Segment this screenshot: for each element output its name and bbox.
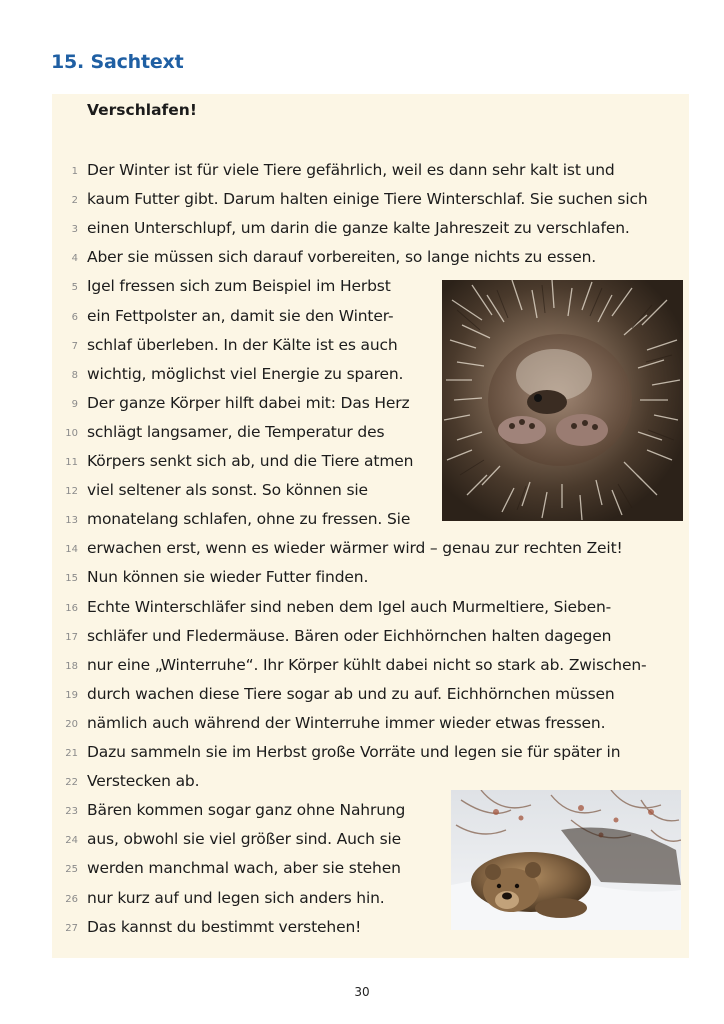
text-line: schlaf überleben. In der Kälte ist es auch xyxy=(87,335,398,354)
line-number: 17 xyxy=(65,631,78,643)
line-number: 12 xyxy=(65,486,78,498)
text-line: Verstecken ab. xyxy=(87,772,200,791)
text-line: monatelang schlafen, ohne zu fressen. Sie xyxy=(87,510,411,529)
text-line: Dazu sammeln sie im Herbst große Vorräte und legen sie für später in xyxy=(87,743,621,761)
line-number: 25 xyxy=(65,864,78,876)
text-line: schlägt langsamer, die Temperatur des xyxy=(87,422,385,441)
text-line: wichtig, möglichst viel Energie zu sparen. xyxy=(87,364,404,383)
line-number: 1 xyxy=(71,166,78,177)
text-title: Verschlafen! xyxy=(87,101,197,119)
text-line: aus, obwohl sie viel größer sind. Auch sie xyxy=(87,830,402,849)
text-line: Der ganze Körper hilft dabei mit: Das Herz xyxy=(87,393,410,412)
line-number: 11 xyxy=(65,457,78,468)
text-line: schläfer und Fledermäuse. Bären oder Eichhörnchen halten dagegen xyxy=(87,626,612,645)
text-line: ein Fettpolster an, damit sie den Winter- xyxy=(87,306,394,325)
text-line: Igel fressen sich zum Beispiel im Herbst xyxy=(87,277,391,296)
text-line: erwachen erst, wenn es wieder wärmer wird – genau zur rechten Zeit! xyxy=(87,539,623,558)
text-line: werden manchmal wach, aber sie stehen xyxy=(87,859,401,878)
line-number: 4 xyxy=(71,253,78,265)
line-number: 2 xyxy=(71,195,78,207)
bear-photo xyxy=(451,790,681,930)
line-number: 14 xyxy=(65,544,78,556)
line-number: 9 xyxy=(71,398,78,410)
line-number: 27 xyxy=(65,922,78,934)
text-line: nur eine „Winterruhe“. Ihr Körper kühlt dabei nicht so stark ab. Zwischen- xyxy=(87,655,647,674)
text-line: Aber sie müssen sich darauf vorbereiten, so lange nichts zu essen. xyxy=(87,248,597,267)
line-number: 8 xyxy=(71,369,78,381)
line-number: 5 xyxy=(71,282,78,294)
text-line: Körpers senkt sich ab, und die Tiere atmen xyxy=(87,452,414,470)
hedgehog-photo xyxy=(442,280,683,521)
text-line: Bären kommen sogar ganz ohne Nahrung xyxy=(87,801,406,820)
page-number: 30 xyxy=(354,985,370,999)
line-number: 22 xyxy=(65,777,78,789)
line-number: 19 xyxy=(65,689,78,701)
line-number: 3 xyxy=(71,224,78,236)
text-line: Der Winter ist für viele Tiere gefährlich, weil es dann sehr kalt ist und xyxy=(87,161,615,179)
line-number: 20 xyxy=(65,718,78,730)
line-number: 15 xyxy=(65,573,78,585)
text-line: Das kannst du bestimmt verstehen! xyxy=(87,917,362,936)
line-number: 24 xyxy=(65,835,78,847)
text-line: nämlich auch während der Winterruhe immer wieder etwas fressen. xyxy=(87,713,606,732)
text-line: Echte Winterschläfer sind neben dem Igel auch Murmeltiere, Sieben- xyxy=(87,597,612,616)
text-line: viel seltener als sonst. So können sie xyxy=(87,481,368,500)
text-line: durch wachen diese Tiere sogar ab und zu auf. Eichhörnchen müssen xyxy=(87,684,615,703)
line-number: 21 xyxy=(65,748,78,759)
text-line: kaum Futter gibt. Darum halten einige Tiere Winterschlaf. Sie suchen sich xyxy=(87,190,648,209)
line-number: 13 xyxy=(65,515,78,527)
text-line: Nun können sie wieder Futter finden. xyxy=(87,568,369,587)
line-number: 23 xyxy=(65,806,78,818)
text-line: einen Unterschlupf, um darin die ganze kalte Jahreszeit zu verschlafen. xyxy=(87,219,630,238)
line-number: 6 xyxy=(71,311,78,323)
line-number: 18 xyxy=(65,660,78,672)
line-number: 16 xyxy=(65,602,78,614)
line-number: 10 xyxy=(65,427,78,439)
line-number: 26 xyxy=(65,893,78,905)
text-line: nur kurz auf und legen sich anders hin. xyxy=(87,888,385,907)
line-number: 7 xyxy=(71,340,78,352)
section-heading: 15. Sachtext xyxy=(51,51,184,73)
